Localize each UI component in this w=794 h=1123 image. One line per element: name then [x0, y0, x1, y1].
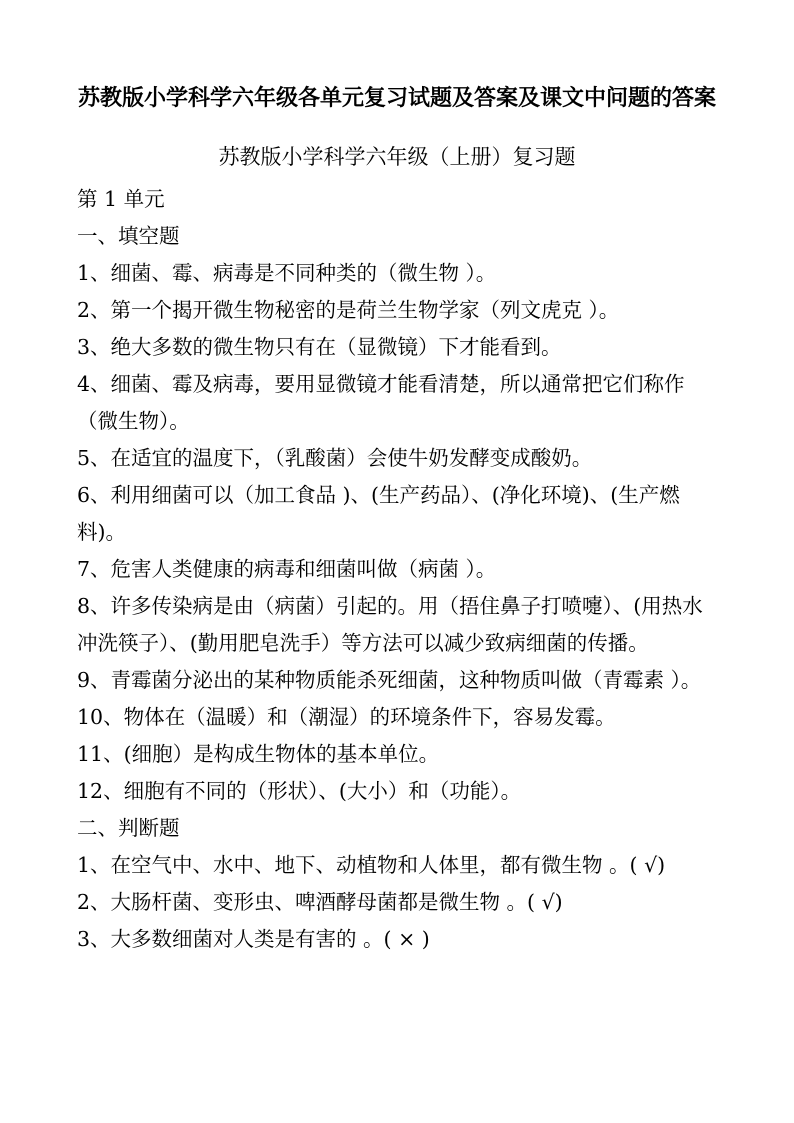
question-line: 冲洗筷子）、(勤用肥皂洗手）等方法可以减少致病细菌的传播。 [77, 631, 649, 655]
question-line: 8、许多传染病是由（病菌）引起的。用（捂住鼻子打喷嚏）、(用热水 [77, 594, 703, 618]
document-body [77, 181, 722, 958]
question-line: 5、在适宜的温度下，（乳酸菌）会使牛奶发酵变成酸奶。 [77, 446, 593, 470]
section-heading-true-false: 二、判断题 [77, 816, 180, 840]
unit-heading: 第 1 单元 [77, 187, 165, 211]
question-line: 3、绝大多数的微生物只有在（显微镜）下才能看到。 [77, 335, 562, 359]
question-line: 12、细胞有不同的（形状）、(大小）和（功能）。 [77, 779, 522, 803]
question-line: 7、危害人类健康的病毒和细菌叫做（病菌 ）。 [77, 557, 497, 581]
question-line: 2、大肠杆菌、变形虫、啤酒酵母菌都是微生物 。( √) [77, 890, 563, 914]
document-title: 苏教版小学科学六年级各单元复习试题及答案及课文中问题的答案 [77, 85, 716, 111]
question-line: 1、在空气中、水中、地下、动植物和人体里，都有微生物 。( √) [77, 853, 666, 877]
question-line: 10、物体在（温暖）和（潮湿）的环境条件下，容易发霉。 [77, 705, 616, 729]
question-line: 4、细菌、霉及病毒，要用显微镜才能看清楚，所以通常把它们称作 [77, 372, 685, 396]
question-line: 9、青霉菌分泌出的某种物质能杀死细菌，这种物质叫做（青霉素 ）。 [77, 668, 702, 692]
question-line: （微生物）。 [77, 409, 190, 433]
section-heading-fill-in: 一、填空题 [77, 224, 180, 248]
document-subtitle: 苏教版小学科学六年级（上册）复习题 [218, 145, 576, 169]
question-line: 11、(细胞）是构成生物体的基本单位。 [77, 742, 440, 766]
question-line: 2、第一个揭开微生物秘密的是荷兰生物学家（列文虎克 ）。 [77, 298, 620, 322]
question-line: 6、利用细菌可以（加工食品 )、(生产药品）、(净化环境)、(生产燃 [77, 483, 680, 507]
question-line: 料)。 [77, 520, 126, 544]
question-line: 1、细菌、霉、病毒是不同种类的（微生物 ）。 [77, 261, 497, 285]
question-line: 3、大多数细菌对人类是有害的 。( × ) [77, 927, 430, 951]
